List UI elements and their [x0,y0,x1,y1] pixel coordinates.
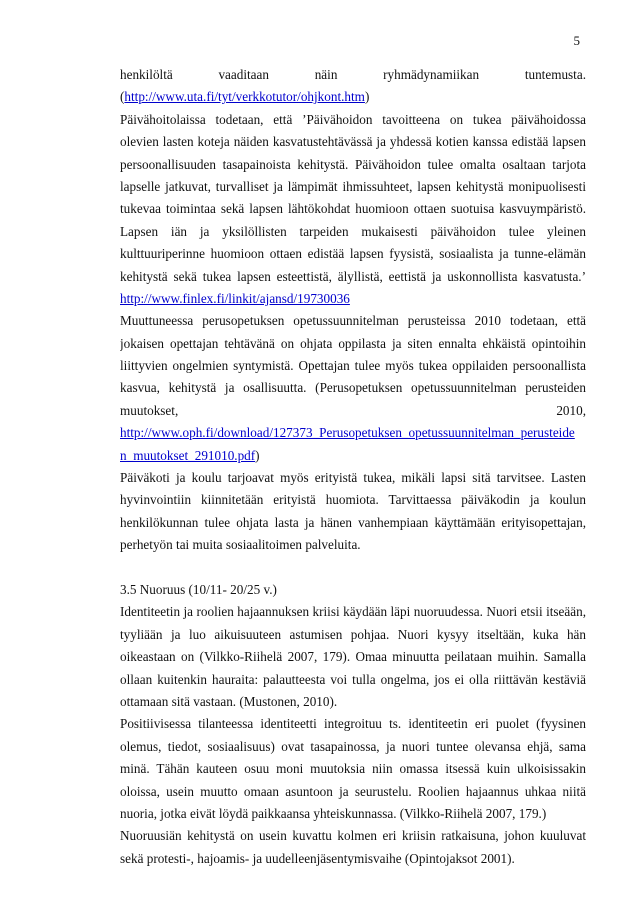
section-heading: 3.5 Nuoruus (10/11- 20/25 v.) [120,581,277,597]
text-line: olemus, tiedot, sosiaalisuus) ovat tasapainossa, ja nuori tuntee olevansa ehjä, sama [120,738,586,754]
text-line: minä. Tähän kauteen osuu moni muutoksia niin omassa itsessä kuin ulkoisissakin [120,761,586,777]
text-line: sekä protesti-, hajoamis- ja uudelleenjäsentymisvaihe (Opintojaksot 2001). [120,850,515,866]
text-line: olevien lasten koteja näiden kasvatustehtävässä ja yhdessä kotien kanssa edistää lapsen [120,134,586,150]
text-line: perhetyön tai muita sosiaalitoimen palveluita. [120,537,361,553]
page-number: 5 [573,33,580,48]
link-line [120,288,586,310]
text-line: Nuoruusiän kehitystä on usein kuvattu kolmen eri kriisin ratkaisuna, johon kuuluvat [120,828,586,844]
hyperlink[interactable]: http://www.uta.fi/tyt/verkkotutor/ohjkont.htm [124,89,365,105]
text-line: jokaisen opettajan tehtävänä on ohjata oppilasta ja siten ennalta ehkäistä opintoihin [120,335,586,351]
text-line: lapselle jatkuvat, turvalliset ja lämpimät ihmissuhteet, lapsen kehitystä monipuolisesti [120,178,586,194]
text-line: muutokset, 2010, [120,402,586,418]
text-line: ollaan kuitenkin hauraita: palautteesta voi tulla ongelma, jos ei olla riittävän kestäviä [120,671,586,687]
text-line: ottamaan sitä vastaan. (Mustonen, 2010). [120,693,338,709]
link-suffix: ) [364,89,370,105]
text-line: kasvua, kehitystä ja osallisuutta. (Perusopetuksen opetussuunnitelman perusteiden [120,380,586,396]
link-prefix: ( [120,89,125,105]
text-line: kulttuuriperinne huomioon ottaen edistää lapsen fyysistä, sosiaalista ja tunne-elämän [120,246,586,262]
link-line [120,86,586,108]
hyperlink[interactable]: n_muutokset_291010.pdf [120,447,256,463]
text-line: liittyvien ongelmien syntymistä. Opettajan tulee myös tukea oppilaiden persoonallista [120,358,586,374]
text-line: tukevaa toimintaa sekä lapsen lähtökohdat huomioon ottaen suotuisa kasvuympäristö. [120,201,586,217]
text-line: tyyliään ja luo aikuisuuteen astumisen pohjaa. Nuori kysyy itseltään, kuka hän [120,626,586,642]
hyperlink[interactable]: http://www.finlex.fi/linkit/ajansd/19730036 [120,290,350,306]
text-line: Positiivisessa tilanteessa identiteetti integroituu ts. identiteetin eri puolet (fyysinen [120,716,586,732]
text-line: oikeastaan on (Vilkko-Riihelä 2007, 179). Omaa minuutta peilataan muihin. Samalla [120,649,586,665]
text-line: oloissa, usein muutto omaan asuntoon ja seurustelu. Roolien hajaannus uhkaa niitä [120,783,586,799]
text-line: Identiteetin ja roolien hajaannuksen kriisi käydään läpi nuoruudessa. Nuori etsii itseään, [120,604,586,620]
hyperlink[interactable]: http://www.oph.fi/download/127373_Perusopetuksen_opetussuunnitelman_perusteide [120,425,575,441]
text-line: hyvinvointiin kiinnitetään erityistä huomiota. Tarvittaessa päiväkodin ja koulun [120,492,586,508]
text-line: Muuttuneessa perusopetuksen opetussuunnitelman perusteissa 2010 todetaan, että [120,313,586,329]
link-suffix: ) [255,447,260,463]
text-line: kehitystä sekä tukea lapsen esteettistä, älyllistä, eettistä ja uskonnollista kasvatusta.’ [120,268,586,284]
text-line: henkilökunnan tulee ohjata lasta ja hänen vanhempiaan käyttämään erityisopettajan, [120,514,586,530]
text-line: Päivähoitolaissa todetaan, että ’Päivähoidon tavoitteena on tukea päivähoidossa [120,111,586,127]
body-text [120,64,586,870]
text-line: nuoria, jotka eivät löydä paikkaansa yhteiskunnassa. (Vilkko-Riihelä 2007, 179.) [120,805,547,821]
text-line: henkilöltä vaaditaan näin ryhmädynamiikan tuntemusta. [120,67,586,82]
link-line [120,422,586,444]
text-line: Lapsen iän ja yksilöllisten tarpeiden mukaisesti päivähoidon tulee yleinen [120,223,586,239]
paragraph-gap [120,557,586,579]
link-line [120,445,586,467]
text-line: persoonallisuuden tasapainoista kehitystä. Päivähoidon tulee omalta osaltaan tarjota [120,156,586,172]
text-line: Päiväkoti ja koulu tarjoavat myös erityistä tukea, mikäli lapsi sitä tarvitsee. Lasten [120,470,586,486]
